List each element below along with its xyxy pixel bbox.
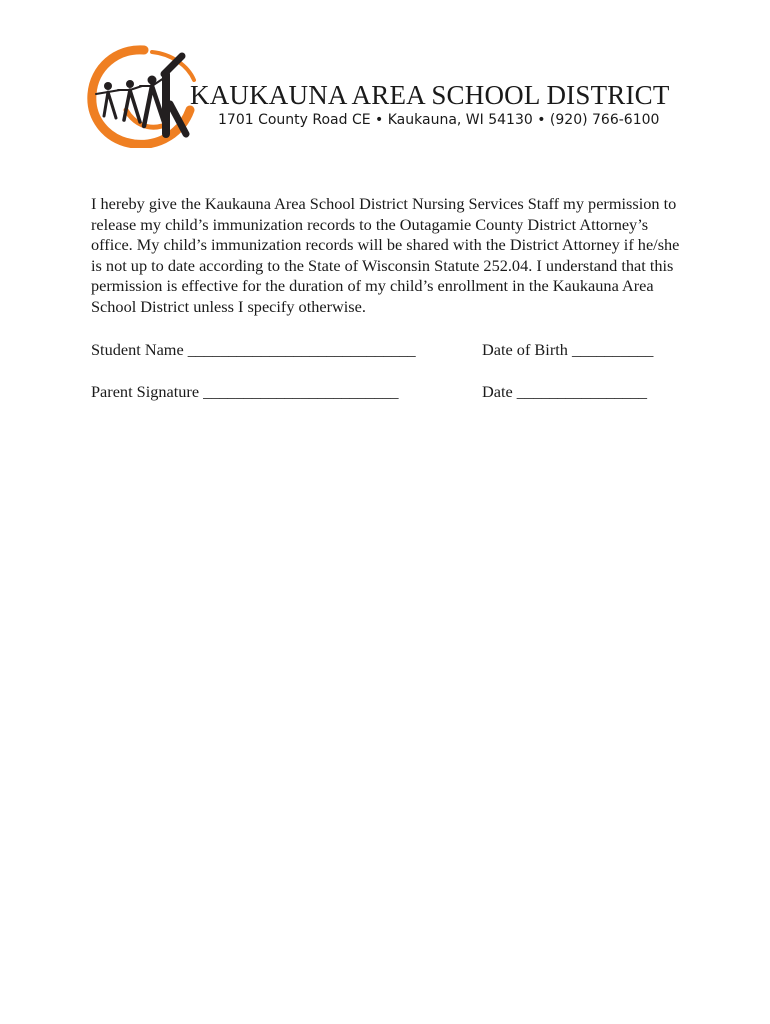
district-address: 1701 County Road CE • Kaukauna, WI 54130 • (920) 766-6100 — [218, 112, 660, 128]
letterhead — [86, 44, 686, 148]
parent-signature-field[interactable]: Parent Signature ________________________ — [91, 382, 399, 401]
form-row-parent — [91, 382, 691, 404]
logo-figures — [96, 56, 186, 134]
date-of-birth-field[interactable]: Date of Birth __________ — [482, 340, 654, 359]
student-name-field[interactable]: Student Name ____________________________ — [91, 340, 416, 359]
district-logo — [86, 44, 206, 148]
date-field[interactable]: Date ________________ — [482, 382, 648, 401]
permission-statement: I hereby give the Kaukauna Area School District Nursing Services Staff my permission to release my child’s immunization records to the Outagamie County District Attorney’s office. My child’s immunization records will be shared with the District Attorney if he/she is not up to date according to the State of Wisconsin Statute 252.04. I understand that this permission is effective for the duration of my child’s enrollment in the Kaukauna Area School District unless I specify otherwise. — [91, 194, 680, 316]
district-name: KAUKAUNA AREA SCHOOL DISTRICT — [190, 80, 670, 110]
form-row-student — [91, 340, 691, 362]
